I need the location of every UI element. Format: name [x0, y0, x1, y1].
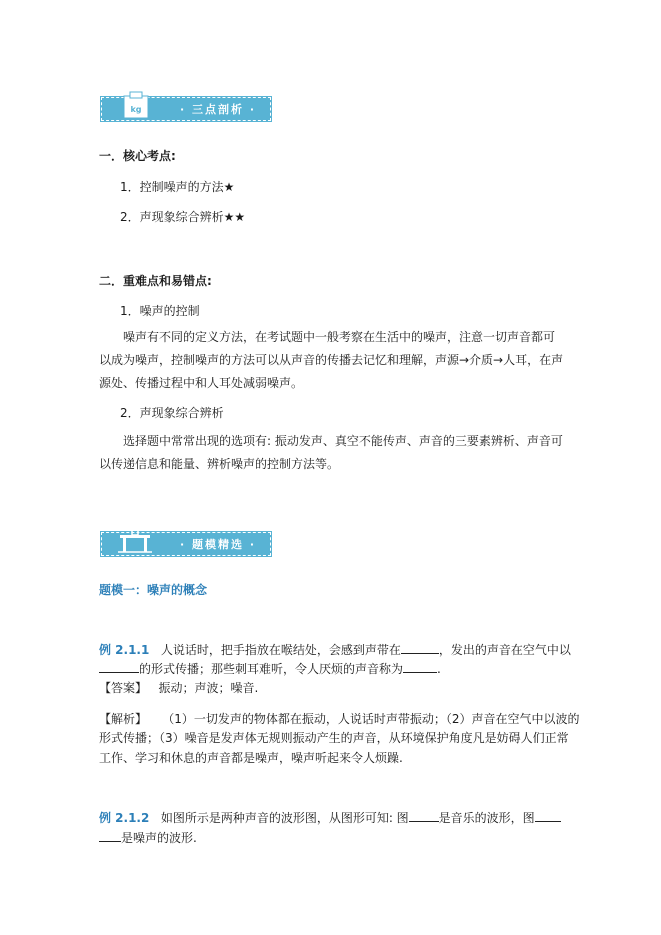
example-1-line-1: 例 2.1.1 人说话时，把手指放在喉结处，会感到声带在 ，发出的声音在空气中以: [99, 643, 571, 657]
model-title: 题模一：噪声的概念: [99, 583, 208, 597]
example-1-answer: [99, 679, 258, 696]
banner-label: · 三点剖析 ·: [180, 103, 257, 116]
section-title-difficult: 二．重难点和易错点:: [99, 274, 212, 288]
core-point-1: 1．控制噪声的方法★: [120, 180, 235, 194]
blank-field: [535, 809, 561, 822]
example-1-analysis-2: 形式传播；（3）噪音是发声体无规则振动产生的声音，从环境保护角度凡是妨碍人们正常: [99, 731, 569, 745]
section-title-core: 一．核心考点:: [99, 149, 176, 163]
blank-field: [403, 660, 437, 673]
analysis-label: 【解析】: [99, 712, 148, 726]
core-point-2: 2．声现象综合辨析★★: [120, 210, 246, 224]
blank-field: [409, 809, 439, 822]
lab-bench-icon: [110, 525, 154, 555]
blank-field: [99, 660, 139, 673]
blank-field: [99, 829, 121, 842]
difficult-point-1: 1．噪声的控制: [120, 304, 200, 318]
section-banner-analysis: [101, 97, 271, 121]
paragraph-noise-control: 噪声有不同的定义方法，在考试题中一般考察在生活中的噪声，注意一切声音都可以成为噪声，控制噪声的方法可以从声音的传播去记忆和理解，声源→介质→人耳，在声源处、传播过程中和人耳处减弱噪声。: [99, 330, 564, 390]
paragraph-comprehensive: 选择题中常常出现的选项有: 振动发声、真空不能传声、声音的三要素辨析、声音可以传递信息和能量、辨析噪声的控制方法等。: [99, 434, 563, 471]
example-1-analysis-3: 工作、学习和休息的声音都是噪声，噪声听起来令人烦躁.: [99, 751, 403, 765]
section-banner-models: [101, 532, 271, 556]
weight-icon: [110, 90, 154, 120]
weight-icon-text: kg: [130, 105, 142, 114]
blank-field: [401, 641, 439, 654]
answer-label: 【答案】: [99, 681, 148, 695]
answer-text: 振动；声波；噪音.: [158, 681, 259, 695]
example-2-line-1: 例 2.1.2 如图所示是两种声音的波形图，从图形可知: 图 是音乐的波形，图: [99, 809, 561, 826]
example-1-analysis-1: 【解析】 （1）一切发声的物体都在振动，人说话时声带振动；（2）声音在空气中以波的: [99, 712, 580, 726]
example-number: 例 2.1.1: [99, 643, 150, 657]
example-number: 例 2.1.2: [99, 811, 150, 825]
example-2-line-2: 是噪声的波形.: [99, 829, 197, 846]
difficult-point-2: 2．声现象综合辨析: [120, 406, 224, 420]
banner-label: · 题模精选 ·: [180, 538, 257, 551]
example-1-line-2: 的形式传播；那些刺耳难听，令人厌烦的声音称为 .: [99, 660, 441, 677]
